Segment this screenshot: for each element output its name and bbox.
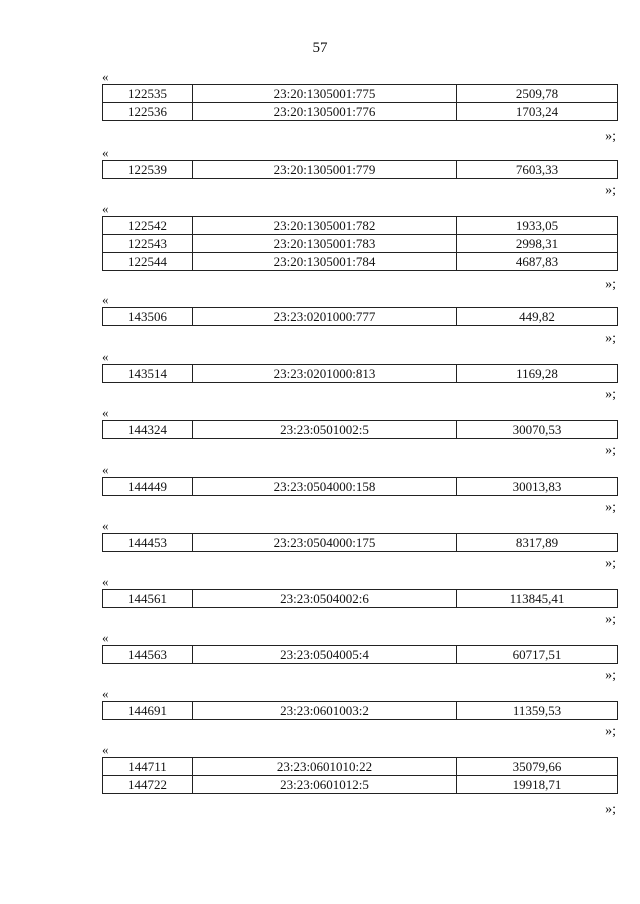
table-row — [103, 590, 618, 608]
record-block — [102, 463, 618, 496]
record-number: 144453 — [103, 534, 193, 552]
record-number: 122539 — [103, 161, 193, 179]
closing-quote: »; — [605, 277, 616, 292]
record-number: 144449 — [103, 478, 193, 496]
record-number: 122542 — [103, 217, 193, 235]
cadastral-number: 23:23:0601012:5 — [193, 776, 457, 794]
record-number: 144711 — [103, 758, 193, 776]
cadastral-number: 23:23:0201000:777 — [193, 308, 457, 326]
records-table — [102, 307, 618, 326]
record-value: 1933,05 — [457, 217, 618, 235]
cadastral-number: 23:20:1305001:775 — [193, 85, 457, 103]
record-number: 122536 — [103, 103, 193, 121]
opening-quote: « — [102, 405, 109, 420]
record-value: 1169,28 — [457, 365, 618, 383]
closing-quote: »; — [605, 668, 616, 683]
closing-quote: »; — [605, 802, 616, 817]
closing-quote: »; — [605, 724, 616, 739]
closing-quote: »; — [605, 612, 616, 627]
cadastral-number: 23:20:1305001:779 — [193, 161, 457, 179]
record-block — [102, 146, 618, 179]
record-number: 144691 — [103, 702, 193, 720]
table-row — [103, 758, 618, 776]
record-value: 7603,33 — [457, 161, 618, 179]
table-row — [103, 217, 618, 235]
record-number: 144563 — [103, 646, 193, 664]
record-value: 19918,71 — [457, 776, 618, 794]
record-value: 60717,51 — [457, 646, 618, 664]
record-block — [102, 687, 618, 720]
table-row — [103, 308, 618, 326]
record-number: 144722 — [103, 776, 193, 794]
cadastral-number: 23:23:0601003:2 — [193, 702, 457, 720]
opening-quote: « — [102, 574, 109, 589]
records-table — [102, 364, 618, 383]
records-table — [102, 533, 618, 552]
cadastral-number: 23:23:0501002:5 — [193, 421, 457, 439]
record-value: 4687,83 — [457, 253, 618, 271]
records-table — [102, 84, 618, 121]
closing-quote: »; — [605, 183, 616, 198]
closing-quote: »; — [605, 556, 616, 571]
cadastral-number: 23:20:1305001:782 — [193, 217, 457, 235]
cadastral-number: 23:23:0504000:158 — [193, 478, 457, 496]
closing-quote: »; — [605, 500, 616, 515]
records-table — [102, 645, 618, 664]
record-value: 30070,53 — [457, 421, 618, 439]
record-block — [102, 350, 618, 383]
table-row — [103, 776, 618, 794]
record-value: 2509,78 — [457, 85, 618, 103]
closing-quote: »; — [605, 387, 616, 402]
table-row — [103, 103, 618, 121]
records-table — [102, 216, 618, 271]
record-value: 2998,31 — [457, 235, 618, 253]
record-number: 144561 — [103, 590, 193, 608]
opening-quote: « — [102, 630, 109, 645]
record-block — [102, 293, 618, 326]
table-row — [103, 253, 618, 271]
records-table — [102, 589, 618, 608]
records-table — [102, 477, 618, 496]
record-block — [102, 406, 618, 439]
record-block — [102, 519, 618, 552]
record-value: 1703,24 — [457, 103, 618, 121]
record-number: 122543 — [103, 235, 193, 253]
table-row — [103, 85, 618, 103]
record-value: 449,82 — [457, 308, 618, 326]
closing-quote: »; — [605, 129, 616, 144]
record-number: 143506 — [103, 308, 193, 326]
record-value: 30013,83 — [457, 478, 618, 496]
table-row — [103, 161, 618, 179]
table-row — [103, 365, 618, 383]
closing-quote: »; — [605, 331, 616, 346]
record-block — [102, 743, 618, 794]
table-row — [103, 235, 618, 253]
opening-quote: « — [102, 462, 109, 477]
cadastral-number: 23:20:1305001:784 — [193, 253, 457, 271]
records-table — [102, 757, 618, 794]
record-value: 8317,89 — [457, 534, 618, 552]
cadastral-number: 23:20:1305001:776 — [193, 103, 457, 121]
opening-quote: « — [102, 349, 109, 364]
table-row — [103, 534, 618, 552]
table-row — [103, 646, 618, 664]
records-table — [102, 420, 618, 439]
record-value: 113845,41 — [457, 590, 618, 608]
closing-quote: »; — [605, 443, 616, 458]
opening-quote: « — [102, 518, 109, 533]
record-number: 122535 — [103, 85, 193, 103]
record-value: 35079,66 — [457, 758, 618, 776]
table-row — [103, 478, 618, 496]
page-number: 57 — [312, 40, 328, 56]
record-number: 143514 — [103, 365, 193, 383]
cadastral-number: 23:23:0504000:175 — [193, 534, 457, 552]
cadastral-number: 23:23:0504002:6 — [193, 590, 457, 608]
cadastral-number: 23:20:1305001:783 — [193, 235, 457, 253]
record-number: 144324 — [103, 421, 193, 439]
cadastral-number: 23:23:0601010:22 — [193, 758, 457, 776]
opening-quote: « — [102, 742, 109, 757]
record-block — [102, 575, 618, 608]
record-value: 11359,53 — [457, 702, 618, 720]
table-row — [103, 421, 618, 439]
cadastral-number: 23:23:0201000:813 — [193, 365, 457, 383]
record-block — [102, 202, 618, 271]
records-table — [102, 701, 618, 720]
cadastral-number: 23:23:0504005:4 — [193, 646, 457, 664]
opening-quote: « — [102, 69, 109, 84]
opening-quote: « — [102, 145, 109, 160]
record-block — [102, 631, 618, 664]
record-number: 122544 — [103, 253, 193, 271]
opening-quote: « — [102, 292, 109, 307]
opening-quote: « — [102, 686, 109, 701]
records-table — [102, 160, 618, 179]
table-row — [103, 702, 618, 720]
opening-quote: « — [102, 201, 109, 216]
record-block — [102, 70, 618, 121]
